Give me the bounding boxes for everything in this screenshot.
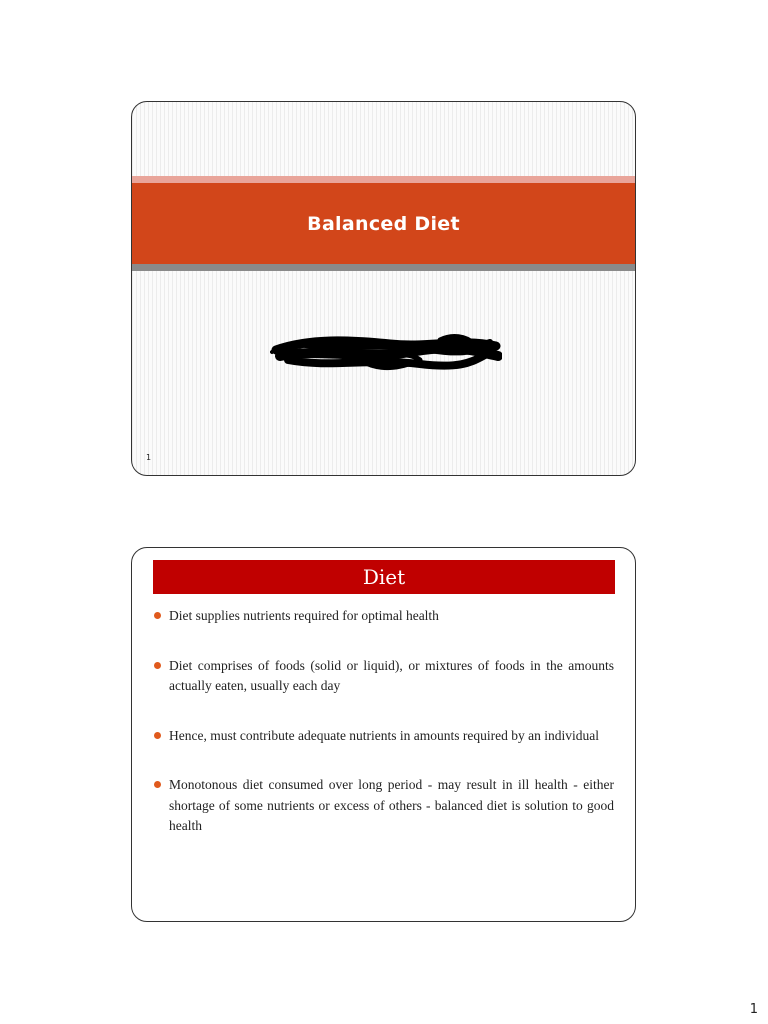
accent-band-bottom [132, 264, 635, 271]
slide-heading: Diet [362, 565, 406, 589]
bullet-item [152, 606, 614, 627]
bullet-list [152, 606, 614, 866]
slide-number: 1 [146, 453, 152, 462]
bullet-dot-icon [154, 612, 161, 619]
title-band [132, 183, 635, 264]
bullet-item [152, 775, 614, 837]
bullet-item [152, 726, 614, 747]
slide-diet [131, 547, 636, 922]
heading-bar [153, 560, 615, 594]
slide-title [131, 101, 636, 476]
bullet-text: Diet comprises of foods (solid or liquid), or mixtures of foods in the amounts actually eaten, usually each day [169, 657, 614, 693]
bullet-dot-icon [154, 662, 161, 669]
bullet-dot-icon [154, 781, 161, 788]
slide-title-text: Balanced Diet [307, 212, 460, 235]
page-number: 1 [749, 1002, 758, 1017]
bullet-text: Diet supplies nutrients required for optimal health [169, 608, 439, 623]
bullet-dot-icon [154, 732, 161, 739]
bullet-item [152, 656, 614, 697]
bullet-text: Hence, must contribute adequate nutrients in amounts required by an individual [169, 727, 600, 743]
bullet-text: Monotonous diet consumed over long period - may result in ill health - either shortage of some nutrients or excess of others - balanced diet is solution to good health [169, 777, 614, 833]
accent-band-top [132, 176, 635, 183]
redaction-scribble [270, 330, 502, 374]
